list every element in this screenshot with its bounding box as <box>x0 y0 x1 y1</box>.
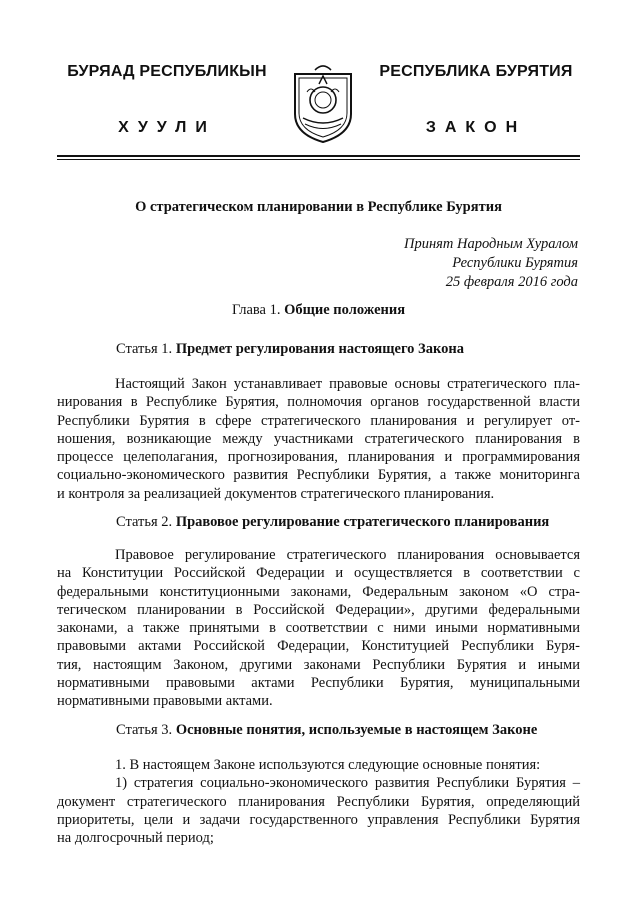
adoption-date: 25 февраля 2016 года <box>445 274 578 290</box>
header-divider-thin <box>57 159 580 160</box>
article-3-heading <box>116 722 586 739</box>
article-1-line: и контроля за реализацией документов стратегического планирования. <box>57 485 495 502</box>
article-3-line: документ стратегического планирования Республики Бурятия, определяющий <box>57 793 580 810</box>
article-3-line: приоритеты, цели и задачи государственного управления Республики Бурятия <box>57 811 580 828</box>
article-2-line: тегическом планировании в Российской Федерации», другими федеральными <box>57 601 580 618</box>
article-2-line: нормативными правовыми актами. <box>57 693 273 710</box>
article-1-heading <box>116 341 586 358</box>
article-2-line: законами, а также принятыми в соответствии с ними иными нормативными <box>57 620 580 637</box>
article-1-line: нирования в Республике Бурятия, полномочия органов государственной власти <box>57 394 580 411</box>
article-2-line: федеральными конституционными законами, Федеральным законом «О стра- <box>57 583 580 600</box>
header-right-title: РЕСПУБЛИКА БУРЯТИЯ <box>379 63 573 80</box>
article-1-line: социально-экономического развития Республики Бурятия, а также мониторинга <box>57 467 580 484</box>
chapter-title: Общие положения <box>284 302 406 318</box>
adoption-line-2: Республики Бурятия <box>452 255 578 271</box>
article-3-text <box>57 756 580 847</box>
header-left-subtitle: ХУУЛИ <box>118 119 216 136</box>
article-1-line: Республики Бурятия в сфере стратегического планирования и регулирует от- <box>57 412 580 429</box>
article-1-line: процессе целеполагания, прогнозирования, планирования и программирования <box>57 449 580 466</box>
article-1-title: Предмет регулирования настоящего Закона <box>175 341 464 357</box>
article-1-text <box>57 375 580 503</box>
article-2-line: правовыми актами Российской Федерации, Конституцией Республики Буря- <box>57 638 580 655</box>
article-2-title: Правовое регулирование стратегического планирования <box>175 514 550 530</box>
header-right-subtitle: ЗАКОН <box>425 119 527 136</box>
law-title: О стратегическом планировании в Республике Бурятия <box>135 199 502 215</box>
coat-of-arms-icon <box>291 62 355 144</box>
chapter-heading <box>57 302 580 319</box>
article-2-line: Правовое регулирование стратегического планирования основывается <box>115 547 580 563</box>
article-2-line: нормативными правовыми актами Республики Бурятия, муниципальными <box>57 675 580 692</box>
article-3-line: на долгосрочный период; <box>57 830 214 847</box>
article-2-line: тия, настоящим Законом, другими законами Республики Бурятия и иными <box>57 656 580 673</box>
article-2-text <box>57 546 580 711</box>
chapter-prefix: Глава 1. <box>231 302 281 318</box>
article-3-prefix: Статья 3. <box>116 722 173 738</box>
article-2-prefix: Статья 2. <box>116 514 173 530</box>
article-1-prefix: Статья 1. <box>116 341 173 357</box>
article-2-heading <box>116 514 586 531</box>
header-left-title: БУРЯАД РЕСПУБЛИКЫН <box>67 63 267 80</box>
article-3-title: Основные понятия, используемые в настоящем Законе <box>175 722 538 738</box>
article-1-line: ношения, возникающие между участниками стратегического планирования в <box>57 430 580 447</box>
article-2-line: на Конституции Российской Федерации и осуществляется в соответствии с <box>57 565 580 582</box>
header-left <box>56 63 278 137</box>
article-3-line: 1) стратегия социально-экономического развития Республики Бурятия – <box>115 775 580 792</box>
adoption-line-1: Принят Народным Хуралом <box>403 236 578 252</box>
article-1-line: Настоящий Закон устанавливает правовые основы стратегического пла- <box>115 376 580 392</box>
header-right <box>365 63 587 137</box>
adoption-note <box>404 235 578 292</box>
header-divider-thick <box>57 155 580 157</box>
article-3-line: 1. В настоящем Законе используются следующие основные понятия: <box>115 757 541 773</box>
